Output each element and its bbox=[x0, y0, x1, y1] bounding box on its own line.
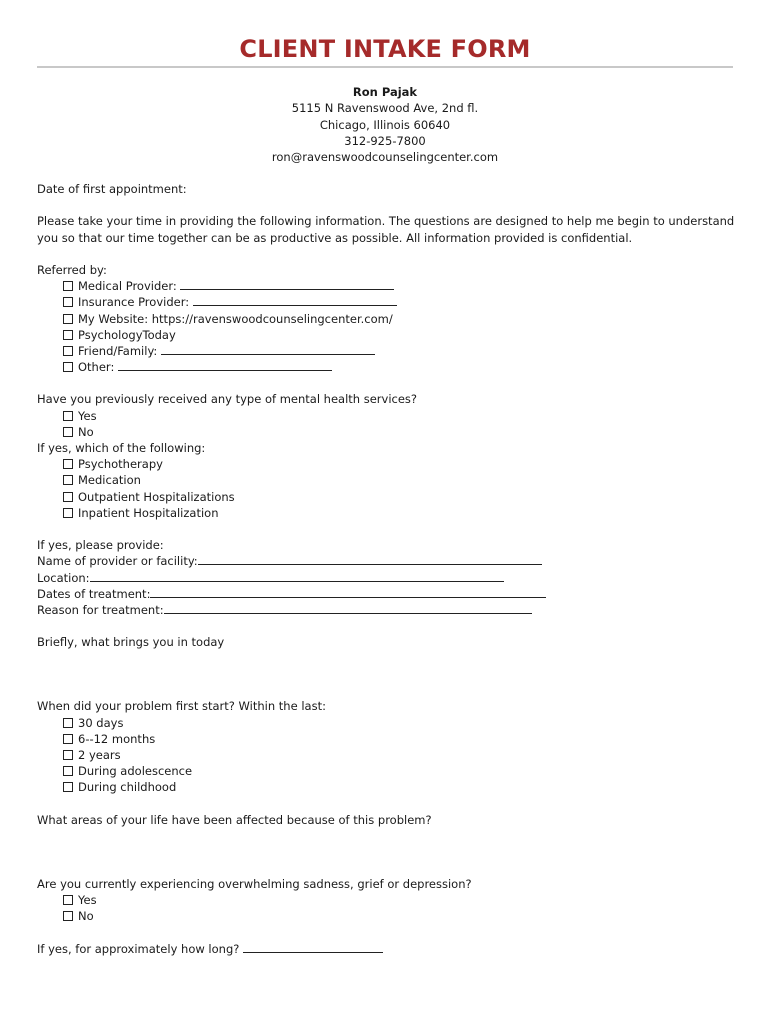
location-blank[interactable] bbox=[90, 570, 504, 582]
form-title: CLIENT INTAKE FORM bbox=[239, 35, 531, 63]
service-type-psychotherapy[interactable]: Psychotherapy bbox=[37, 456, 737, 472]
form-body bbox=[37, 181, 737, 957]
title-divider bbox=[37, 66, 733, 68]
checkbox-icon[interactable] bbox=[63, 718, 73, 728]
checkbox-icon[interactable] bbox=[63, 281, 73, 291]
location-field: Location: bbox=[37, 570, 737, 586]
medical-provider-blank[interactable] bbox=[180, 278, 394, 290]
onset-30-days[interactable]: 30 days bbox=[37, 715, 737, 731]
brings-you-question: Briefly, what brings you in today bbox=[37, 635, 225, 650]
onset-adolescence[interactable]: During adolescence bbox=[37, 763, 737, 779]
service-type-inpatient[interactable]: Inpatient Hospitalization bbox=[37, 505, 737, 521]
onset-6-12-months[interactable]: 6--12 months bbox=[37, 731, 737, 747]
checkbox-icon[interactable] bbox=[63, 297, 73, 307]
therapist-name: Ron Pajak bbox=[352, 85, 418, 99]
checkbox-icon[interactable] bbox=[63, 314, 73, 324]
checkbox-icon[interactable] bbox=[63, 459, 73, 469]
provider-name-field: Name of provider or facility: bbox=[37, 553, 737, 569]
checkbox-icon[interactable] bbox=[63, 475, 73, 485]
prior-services-no[interactable]: No bbox=[37, 424, 737, 440]
referral-option-website[interactable]: My Website: https://ravenswoodcounselingcenter.com/ bbox=[37, 311, 737, 327]
intro-paragraph: Please take your time in providing the following information. The questions are designed to help me begin to understand you so that our time together can be as productive as possible. All information provided is confidential. bbox=[37, 214, 735, 245]
sadness-duration-blank[interactable] bbox=[243, 941, 383, 953]
service-type-medication[interactable]: Medication bbox=[37, 472, 737, 488]
prior-services-question: Have you previously received any type of mental health services? bbox=[37, 392, 418, 407]
first-appointment-label: Date of first appointment: bbox=[37, 182, 187, 196]
referral-option-insurance[interactable]: Insurance Provider: bbox=[37, 294, 737, 310]
prior-services-yes[interactable]: Yes bbox=[37, 408, 737, 424]
checkbox-icon[interactable] bbox=[63, 492, 73, 502]
checkbox-icon[interactable] bbox=[63, 427, 73, 437]
dates-of-treatment-field: Dates of treatment: bbox=[37, 586, 737, 602]
sadness-duration-field: If yes, for approximately how long? bbox=[37, 941, 737, 957]
checkbox-icon[interactable] bbox=[63, 734, 73, 744]
address-line-2: Chicago, Illinois 60640 bbox=[319, 117, 451, 132]
checkbox-icon[interactable] bbox=[63, 346, 73, 356]
therapist-contact bbox=[0, 84, 770, 165]
prior-services-followup: If yes, which of the following: bbox=[37, 441, 206, 456]
checkbox-icon[interactable] bbox=[63, 362, 73, 372]
phone-number: 312-925-7800 bbox=[344, 133, 426, 148]
checkbox-icon[interactable] bbox=[63, 411, 73, 421]
referral-option-psychologytoday[interactable]: PsychologyToday bbox=[37, 327, 737, 343]
reason-for-treatment-field: Reason for treatment: bbox=[37, 602, 737, 618]
sadness-no[interactable]: No bbox=[37, 908, 737, 924]
insurance-provider-blank[interactable] bbox=[193, 294, 397, 306]
reason-for-treatment-blank[interactable] bbox=[164, 602, 532, 614]
areas-affected-answer-area[interactable] bbox=[37, 828, 737, 876]
other-blank[interactable] bbox=[118, 359, 332, 371]
dates-of-treatment-blank[interactable] bbox=[150, 586, 546, 598]
onset-childhood[interactable]: During childhood bbox=[37, 779, 737, 795]
onset-question: When did your problem first start? Within the last: bbox=[37, 699, 326, 714]
friend-family-blank[interactable] bbox=[161, 343, 375, 355]
provider-name-blank[interactable] bbox=[198, 553, 542, 565]
brings-you-answer-area[interactable] bbox=[37, 650, 737, 698]
checkbox-icon[interactable] bbox=[63, 911, 73, 921]
email-address: ron@ravenswoodcounselingcenter.com bbox=[271, 150, 499, 165]
checkbox-icon[interactable] bbox=[63, 895, 73, 905]
areas-affected-question: What areas of your life have been affected because of this problem? bbox=[37, 812, 432, 827]
checkbox-icon[interactable] bbox=[63, 750, 73, 760]
checkbox-icon[interactable] bbox=[63, 508, 73, 518]
checkbox-icon[interactable] bbox=[63, 330, 73, 340]
service-type-outpatient[interactable]: Outpatient Hospitalizations bbox=[37, 489, 737, 505]
address-line-1: 5115 N Ravenswood Ave, 2nd fl. bbox=[291, 101, 479, 116]
checkbox-icon[interactable] bbox=[63, 782, 73, 792]
sadness-yes[interactable]: Yes bbox=[37, 892, 737, 908]
checkbox-icon[interactable] bbox=[63, 766, 73, 776]
provider-info-label: If yes, please provide: bbox=[37, 538, 164, 553]
referred-label: Referred by: bbox=[37, 262, 107, 277]
referral-option-friend[interactable]: Friend/Family: bbox=[37, 343, 737, 359]
sadness-question: Are you currently experiencing overwhelming sadness, grief or depression? bbox=[37, 876, 472, 891]
referral-option-medical[interactable]: Medical Provider: bbox=[37, 278, 737, 294]
referral-option-other[interactable]: Other: bbox=[37, 359, 737, 375]
onset-2-years[interactable]: 2 years bbox=[37, 747, 737, 763]
